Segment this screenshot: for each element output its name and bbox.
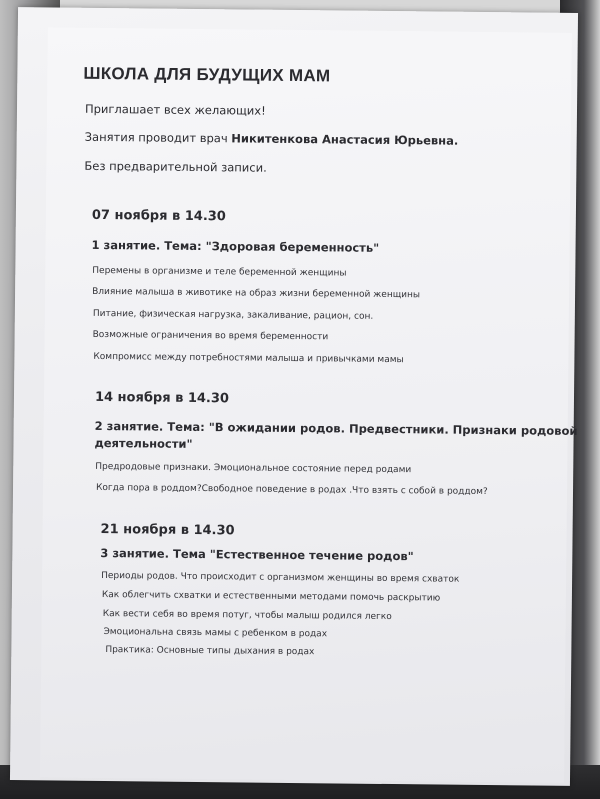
notice-paper <box>40 27 578 782</box>
session-1-date: 07 ноября в 14.30 <box>91 207 226 225</box>
session-2-topic-cont: деятельности" <box>94 435 193 451</box>
session-1-item: Влияние малыша в животике на образ жизни беременной женщины <box>92 286 421 301</box>
notice-title: ШКОЛА ДЛЯ БУДУЩИХ МАМ <box>83 63 331 86</box>
notice-sheet <box>10 7 578 786</box>
session-3-item: Как облегчить схватки и естественными методами помочь раскрытию <box>101 589 441 604</box>
session-3-item: Практика: Основные типы дыхания в родах <box>105 645 315 658</box>
session-2-item: Когда пора в роддом?Свободное поведение в родах .Что взять с собой в роддом? <box>95 482 488 498</box>
session-3-item: Периоды родов. Что происходит с организмом женщины во время схваток <box>101 570 460 585</box>
session-3-item: Эмоциональна связь мамы с ребенком в родах <box>103 627 328 640</box>
session-1-item: Возможные ограничения во время беременности <box>92 329 329 343</box>
session-2-item: Предродовые признаки. Эмоциональное состояние перед родами <box>95 461 412 476</box>
session-3-date: 21 ноября в 14.30 <box>100 521 235 539</box>
session-2-date: 14 ноября в 14.30 <box>94 389 230 407</box>
intro-doctor-prefix: Занятия проводит врач <box>84 129 228 146</box>
session-2-topic: 2 занятие. Тема: "В ожидании родов. Предвестники. Признаки родовой <box>94 418 578 438</box>
session-1-item: Компромисс между потребностями малыша и привычками мамы <box>93 351 404 366</box>
intro-no-registration: Без предварительной записи. <box>84 158 267 175</box>
session-3-item: Как вести себя во время потуг, чтобы малыш родился легко <box>102 609 392 623</box>
session-3-topic: 3 занятие. Тема "Естественное течение родов" <box>100 545 414 564</box>
doctor-name: Никитенкова Анастасия Юрьевна. <box>231 131 459 148</box>
intro-doctor-line <box>85 130 459 148</box>
intro-invite: Приглашает всех желающих! <box>84 101 266 118</box>
session-1-item: Перемены в организме и теле беременной женщины <box>92 265 347 279</box>
session-1-item: Питание, физическая нагрузка, закаливание, рацион, сон. <box>92 308 374 322</box>
session-1-topic: 1 занятие. Тема: "Здоровая беременность" <box>91 237 380 255</box>
